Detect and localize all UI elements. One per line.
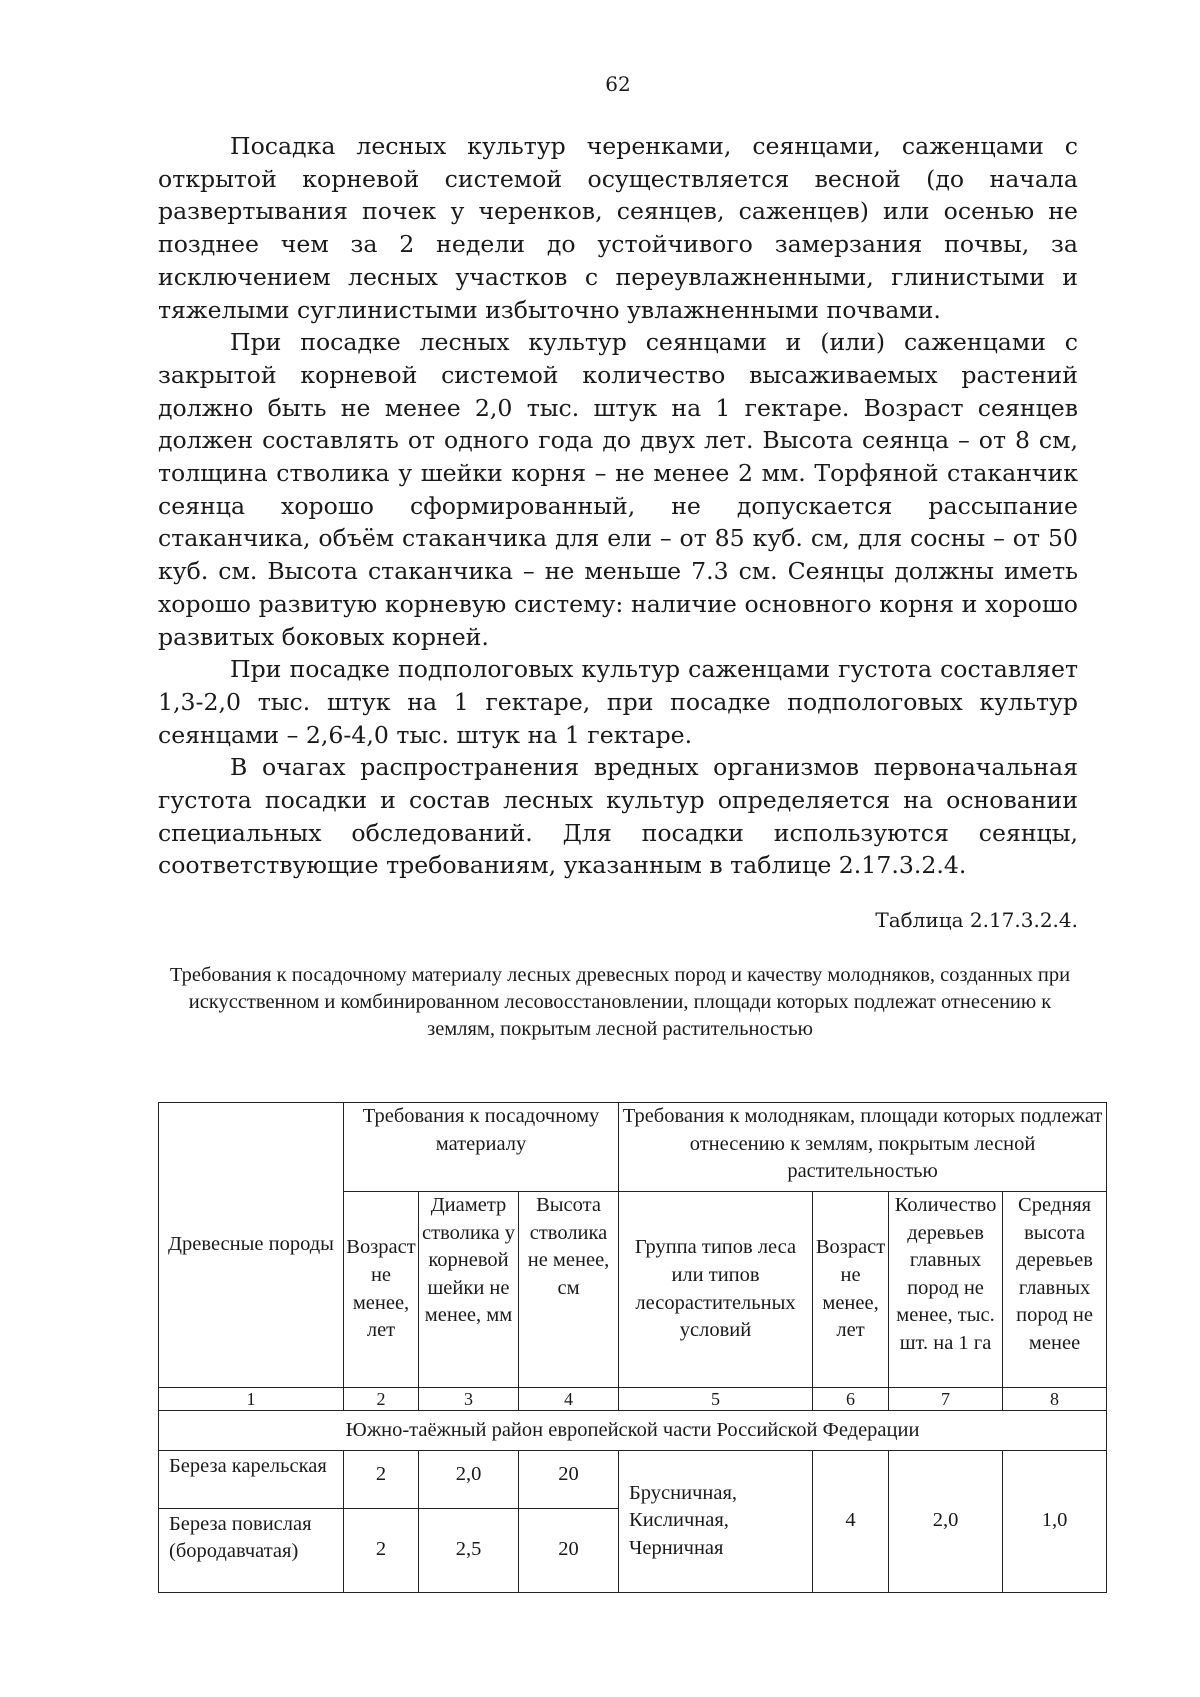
material-age-cell: 2 [344, 1508, 419, 1592]
column-number: 3 [419, 1388, 519, 1411]
species-name: Береза карельская [169, 1454, 327, 1477]
region-label: Южно-таёжный район европейской части Российской Федерации [159, 1411, 1107, 1451]
paragraph: В очагах распространения вредных организмов первоначальная густота посадки и состав лесных культур определяется на основании специальных обследований. Для посадки используются сеянцы, соответствующие требованиям, указанным в таблице 2.17.3.2.4. [158, 753, 1078, 880]
stem-height-cell: 20 [519, 1508, 619, 1592]
forest-type-cell: Брусничная, Кисличная, Черничная [619, 1450, 813, 1592]
column-number: 5 [619, 1388, 813, 1411]
column-number: 7 [889, 1388, 1003, 1411]
mean-height-cell: 1,0 [1003, 1450, 1107, 1592]
table-row [159, 1450, 1107, 1508]
mean-height-header: Средняя высота деревьев главных пород не менее [1003, 1192, 1107, 1388]
table-number: Таблица 2.17.3.2.4. [875, 908, 1078, 932]
stand-age-header: Возраст не менее, лет [813, 1192, 889, 1388]
paragraph: При посадке подпологовых культур саженцами густота составляет 1,3-2,0 тыс. штук на 1 гектаре, при посадке подпологовых культур сеянцами – 2,6-4,0 тыс. штук на 1 гектаре. [158, 655, 1078, 749]
column-number: 1 [159, 1388, 344, 1411]
table-caption: Требования к посадочному материалу лесных древесных пород и качеству молодняков, созданных при искусственном и комбинированном лесовосстановлении, площади которых подлежат отнесению к землям, покрытым лесной растительностью [169, 964, 1071, 1040]
tree-count-header: Количество деревьев главных пород не менее, тыс. шт. на 1 га [889, 1192, 1003, 1388]
stand-age-cell: 4 [813, 1450, 889, 1592]
species-name: Береза повислая (бородавчатая) [169, 1512, 312, 1563]
paragraph: Посадка лесных культур черенками, сеянцами, саженцами с открытой корневой системой осуществляется весной (до начала развертывания почек у черенков, сеянцев, саженцев) или осенью не позднее чем за 2 недели до устойчивого замерзания почвы, за исключением лесных участков с переувлажненными, глинистыми и тяжелыми суглинистыми избыточно увлажненными почвами. [158, 132, 1078, 324]
region-row [159, 1411, 1107, 1451]
tree-count-cell: 2,0 [889, 1450, 1003, 1592]
column-number: 2 [344, 1388, 419, 1411]
species-cell [159, 1450, 344, 1508]
body-text [158, 130, 1078, 882]
stem-diameter-value: 2,0 [455, 1462, 482, 1485]
planting-material-header: Требования к посадочному материалу [344, 1103, 619, 1192]
stem-diameter-cell: 2,5 [419, 1508, 519, 1592]
table-header-row [159, 1103, 1107, 1192]
stem-diameter-header: Диаметр стволика у корневой шейки не менее, мм [419, 1192, 519, 1388]
column-number-row [159, 1388, 1107, 1411]
column-number: 6 [813, 1388, 889, 1411]
column-number: 8 [1003, 1388, 1107, 1411]
requirements-table [158, 1102, 1107, 1593]
stem-diameter-cell [419, 1450, 519, 1508]
material-age-header: Возраст не менее, лет [344, 1192, 419, 1388]
stem-height-header: Высота стволика не менее, см [519, 1192, 619, 1388]
young-stands-header: Требования к молоднякам, площади которых подлежат отнесению к землям, покрытым лесной растительностью [619, 1103, 1107, 1192]
forest-type-header: Группа типов леса или типов лесорастительных условий [619, 1192, 813, 1388]
column-number: 4 [519, 1388, 619, 1411]
material-age-value: 2 [375, 1462, 387, 1485]
stem-height-cell [519, 1450, 619, 1508]
paragraph: При посадке лесных культур сеянцами и (или) саженцами с закрытой корневой системой количество высаживаемых растений должно быть не менее 2,0 тыс. штук на 1 гектаре. Возраст сеянцев должен составлять от одного года до двух лет. Высота сеянца – от 8 см, толщина стволика у шейки корня – не менее 2 мм. Торфяной стаканчик сеянца хорошо сформированный, не допускается рассыпание стаканчика, объём стаканчика для ели – от 85 куб. см, для сосны – от 50 куб. см. Высота стаканчика – не меньше 7.3 см. Сеянцы должны иметь хорошо развитую корневую систему: наличие основного корня и хорошо развитых боковых корней. [158, 328, 1078, 651]
stem-height-value: 20 [558, 1462, 579, 1485]
material-age-cell [344, 1450, 419, 1508]
species-cell [159, 1508, 344, 1592]
page-number: 62 [605, 72, 631, 96]
species-header: Древесные породы [159, 1103, 344, 1388]
